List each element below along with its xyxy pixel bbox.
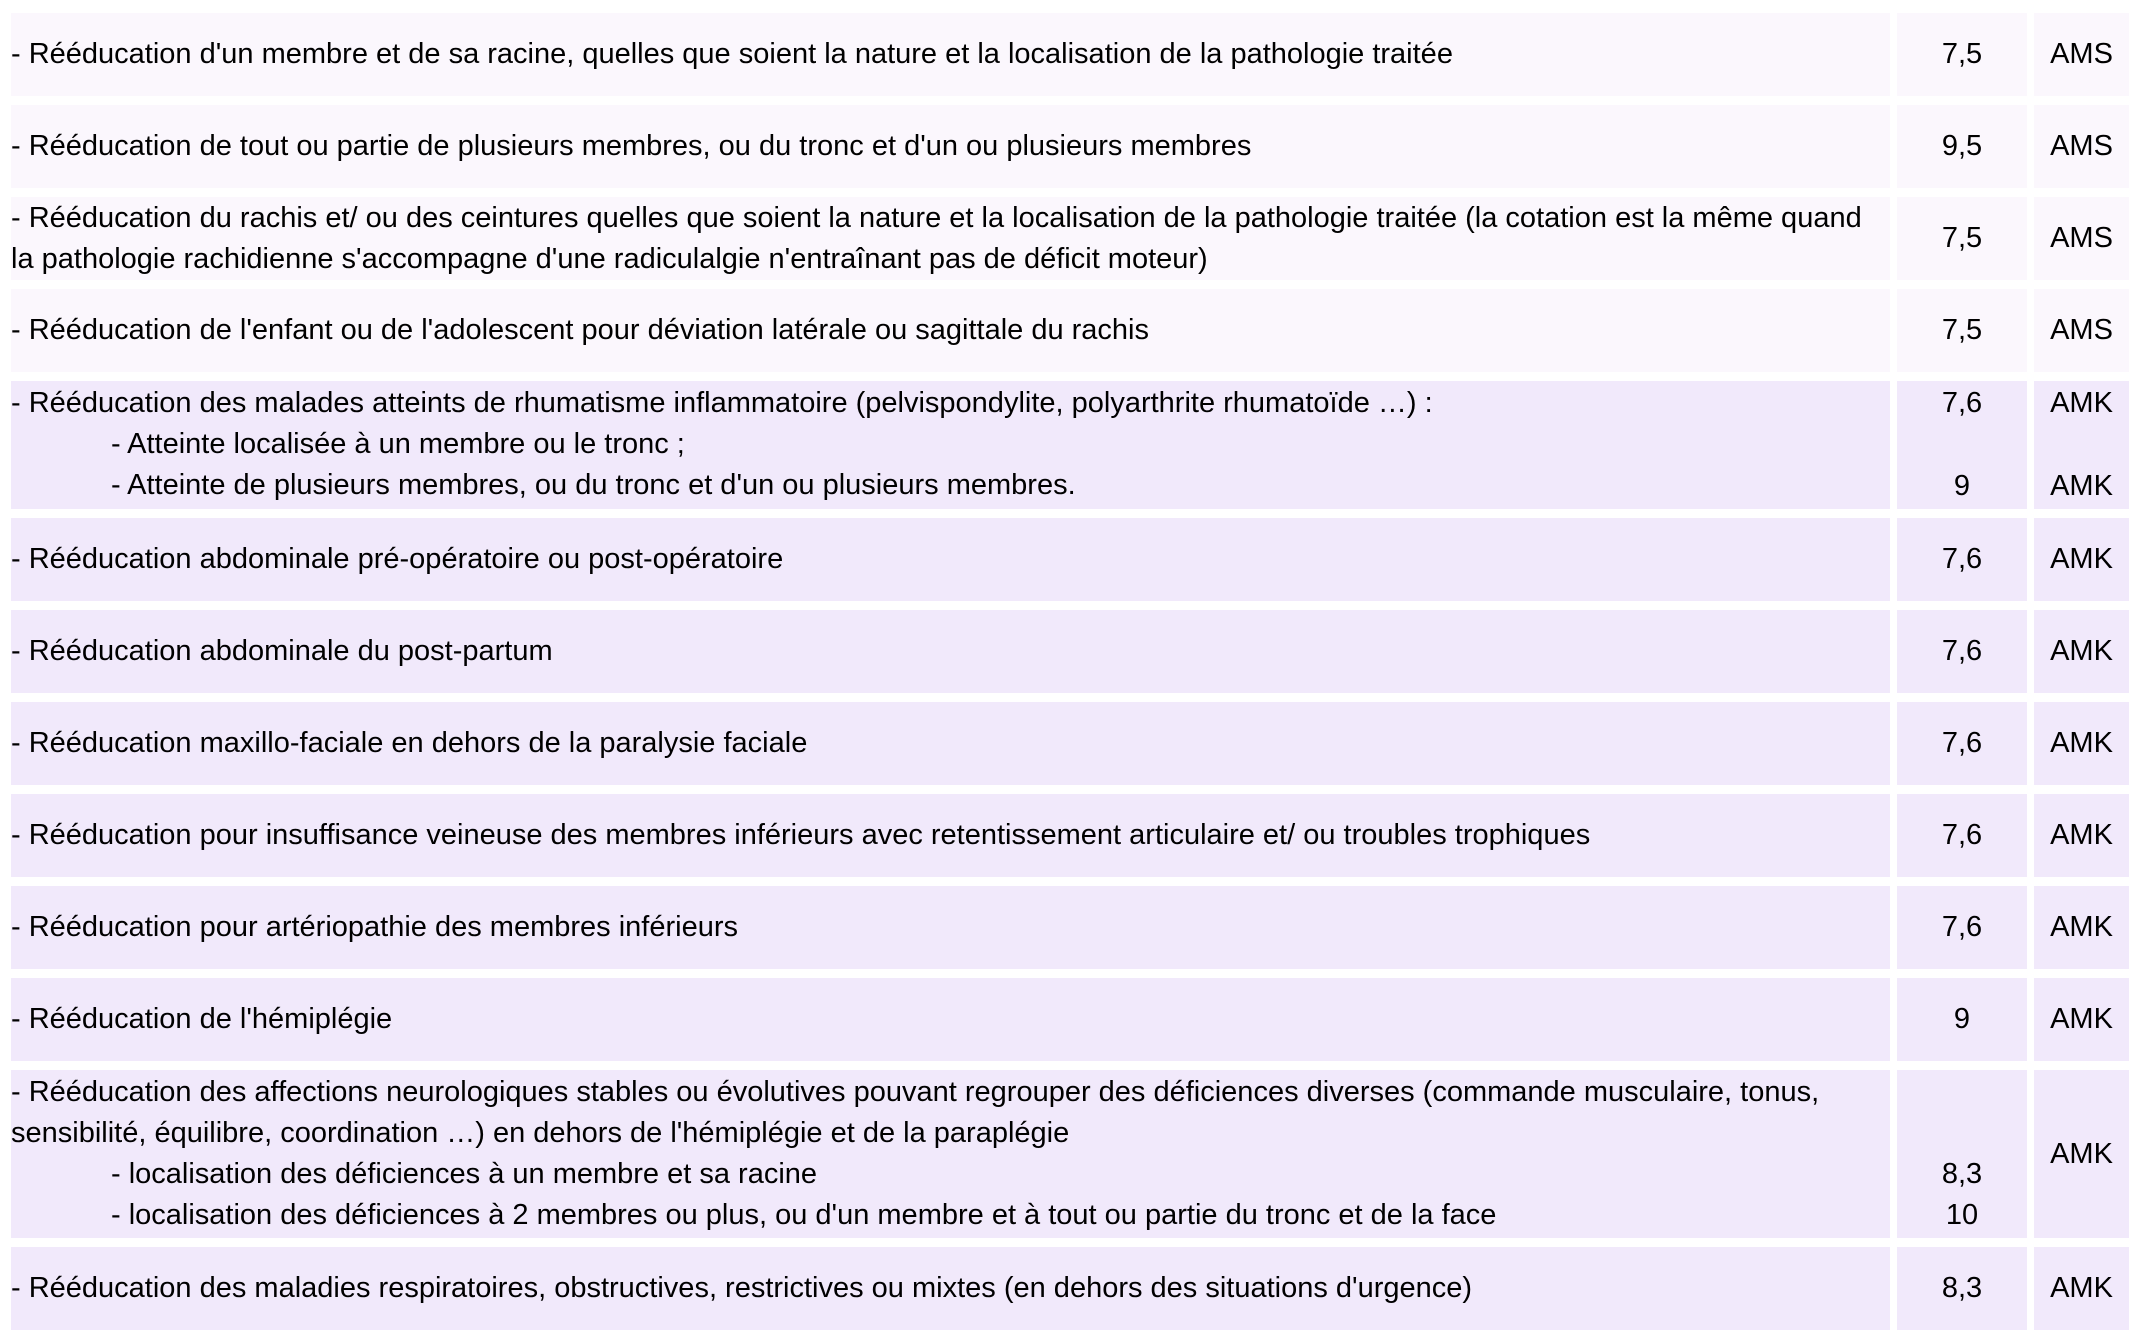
coefficient-value: 8,3 <box>1941 1158 1983 1190</box>
coefficient-value: 9,5 <box>1941 130 1983 162</box>
row-unit <box>2034 105 2129 188</box>
table-row <box>11 289 2129 372</box>
row-value <box>1897 1247 2027 1330</box>
row-description <box>11 794 1890 877</box>
sub-item-text: - localisation des déficiences à 2 membres ou plus, ou d'un membre et à tout ou partie du tronc et de la face <box>111 1199 1497 1231</box>
row-unit <box>2034 197 2129 280</box>
row-description <box>11 289 1890 372</box>
row-value <box>1897 794 2027 877</box>
coefficient-value: 7,6 <box>1941 819 1983 851</box>
row-unit <box>2034 518 2129 601</box>
table-row <box>11 886 2129 969</box>
table-row <box>11 1247 2129 1330</box>
sub-item-text: - Atteinte localisée à un membre ou le tronc ; <box>111 428 685 460</box>
description-text: - Rééducation d'un membre et de sa racine, quelles que soient la nature et la localisation de la pathologie traitée <box>11 38 1453 70</box>
coefficient-value: 10 <box>1945 1199 1979 1231</box>
row-description <box>11 1247 1890 1330</box>
act-key-letter: AMK <box>2050 1137 2113 1170</box>
table-row <box>11 610 2129 693</box>
row-value <box>1897 197 2027 280</box>
row-unit <box>2034 13 2129 96</box>
description-text: - Rééducation abdominale du post-partum <box>11 635 553 667</box>
row-description <box>11 105 1890 188</box>
row-description <box>11 886 1890 969</box>
act-key-letter: AMK <box>2050 543 2113 575</box>
act-key-letter: AMS <box>2050 130 2113 162</box>
coefficient-value: 7,6 <box>1941 635 1983 667</box>
table-row <box>11 518 2129 601</box>
row-value <box>1897 518 2027 601</box>
row-description <box>11 13 1890 96</box>
act-key-letter: AMS <box>2050 222 2113 254</box>
coefficient-value: 7,6 <box>1941 911 1983 943</box>
act-key-letter: AMS <box>2050 38 2113 70</box>
coefficient-value: 9 <box>1953 1003 1971 1035</box>
description-text: - Rééducation des affections neurologiques stables ou évolutives pouvant regrouper des déficiences diverses (commande musculaire, tonus, sensibilité, équilibre, coordination …) en dehors de l'hémiplégie et de la paraplégie <box>11 1076 1820 1149</box>
row-value <box>1897 702 2027 785</box>
description-text: - Rééducation pour artériopathie des membres inférieurs <box>11 911 738 943</box>
row-value <box>1897 289 2027 372</box>
row-description <box>11 518 1890 601</box>
sub-item-text: - localisation des déficiences à un membre et sa racine <box>111 1158 818 1190</box>
coefficient-value: 7,5 <box>1941 222 1983 254</box>
act-key-letter: AMK <box>2050 1003 2113 1035</box>
coefficient-value: 9 <box>1953 470 1971 502</box>
row-description <box>11 702 1890 785</box>
act-key-letter: AMK <box>2050 635 2113 667</box>
row-unit <box>2034 1247 2129 1330</box>
row-description <box>11 1070 1890 1238</box>
table-row <box>11 197 2129 280</box>
row-unit <box>2034 610 2129 693</box>
coefficient-value: 7,6 <box>1941 387 1983 419</box>
row-unit <box>2034 1070 2129 1238</box>
description-text: - Rééducation du rachis et/ ou des ceintures quelles que soient la nature et la localisation de la pathologie traitée (la cotation est la même quand la pathologie rachidienne s'accompagne d'une radiculalgie n'entraînant pas de déficit moteur) <box>11 201 1862 275</box>
row-value <box>1897 886 2027 969</box>
row-value <box>1897 610 2027 693</box>
row-description <box>11 197 1890 280</box>
table-row <box>11 1070 2129 1238</box>
row-value <box>1897 381 2027 509</box>
description-text: - Rééducation de tout ou partie de plusieurs membres, ou du tronc et d'un ou plusieurs membres <box>11 130 1252 162</box>
act-key-letter: AMK <box>2050 1272 2113 1304</box>
row-unit <box>2034 289 2129 372</box>
act-key-letter: AMS <box>2050 314 2113 346</box>
act-key-letter: AMK <box>2050 470 2113 502</box>
row-unit <box>2034 978 2129 1061</box>
row-unit <box>2034 794 2129 877</box>
description-text: - Rééducation de l'enfant ou de l'adolescent pour déviation latérale ou sagittale du rachis <box>11 314 1149 346</box>
description-text: - Rééducation maxillo-faciale en dehors de la paralysie faciale <box>11 727 808 759</box>
table-row <box>11 702 2129 785</box>
act-key-letter: AMK <box>2050 387 2113 419</box>
row-value <box>1897 13 2027 96</box>
table-row <box>11 794 2129 877</box>
row-value <box>1897 1070 2027 1238</box>
coefficient-value: 7,6 <box>1941 727 1983 759</box>
sub-item-text: - Atteinte de plusieurs membres, ou du tronc et d'un ou plusieurs membres. <box>111 469 1076 501</box>
description-text: - Rééducation des malades atteints de rhumatisme inflammatoire (pelvispondylite, polyarthrite rhumatoïde …) : <box>11 387 1433 419</box>
table-row <box>11 13 2129 96</box>
table-row <box>11 381 2129 509</box>
row-description <box>11 381 1890 509</box>
table-row <box>11 105 2129 188</box>
description-text: - Rééducation abdominale pré-opératoire ou post-opératoire <box>11 543 784 575</box>
row-value <box>1897 978 2027 1061</box>
description-text: - Rééducation de l'hémiplégie <box>11 1003 393 1035</box>
description-text: - Rééducation des maladies respiratoires, obstructives, restrictives ou mixtes (en dehors des situations d'urgence) <box>11 1272 1473 1304</box>
row-value <box>1897 105 2027 188</box>
row-unit <box>2034 381 2129 509</box>
act-key-letter: AMK <box>2050 727 2113 759</box>
act-key-letter: AMK <box>2050 911 2113 943</box>
row-description <box>11 610 1890 693</box>
coefficient-value: 8,3 <box>1941 1272 1983 1304</box>
coefficient-value: 7,6 <box>1941 543 1983 575</box>
row-unit <box>2034 702 2129 785</box>
row-unit <box>2034 886 2129 969</box>
coefficient-value: 7,5 <box>1941 38 1983 70</box>
cotation-table <box>11 13 2129 1339</box>
coefficient-value: 7,5 <box>1941 314 1983 346</box>
row-description <box>11 978 1890 1061</box>
table-row <box>11 978 2129 1061</box>
description-text: - Rééducation pour insuffisance veineuse des membres inférieurs avec retentissement articulaire et/ ou troubles trophiques <box>11 819 1591 851</box>
act-key-letter: AMK <box>2050 819 2113 851</box>
